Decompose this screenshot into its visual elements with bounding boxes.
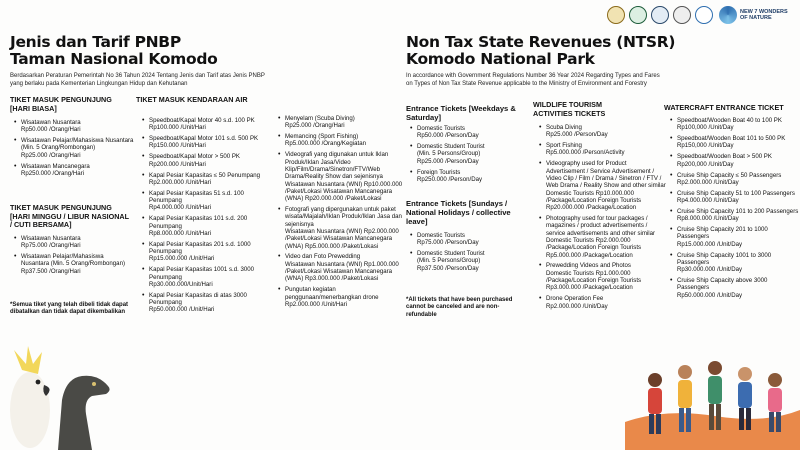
cockatoo-eye-icon <box>36 380 41 385</box>
list-item: • Speedboat/Wooden Boat > 500 PK Rp200,000 /Unit/Day <box>677 153 800 168</box>
list-item: • Cruise Ship Capacity 201 to 1000 Passengers Rp15.000.000 /Unit/Day <box>677 226 800 248</box>
list-item: • Menyelam (Scuba Diving) Rp25.000 /Orang/Hari <box>285 115 403 130</box>
list-item: • Speedboat/Kapal Motor 40 s.d. 100 PK Rp100.000 /Unit/Hari <box>149 117 277 132</box>
list-item: • Video dan Foto Prewedding Wisatawan Nusantara (WNI) Rp1.000.000 /Paket/Lokasi Wisatawan Mancanegara (WNA) Rp3.000.000 /Paket/Lokasi <box>285 253 403 282</box>
id-activities-list <box>276 115 403 312</box>
list-item: • Domestic Tourists Rp75.000 /Person/Day <box>417 232 529 247</box>
id-page-title <box>10 34 390 68</box>
en-activities-heading: WILDLIFE TOURISM ACTIVITIES TICKETS <box>533 100 606 118</box>
list-item: • Wisatawan Nusantara Rp50.000 /Orang/Hari <box>21 119 136 134</box>
list-item: • Wisatawan Nusantara Rp75.000 /Orang/Hari <box>21 235 131 250</box>
list-item: • Pungutan kegiatan penggunaan/menerbangkan drone Rp2.000.000 /Unit/Hari <box>285 286 403 308</box>
en-title-line2: Komodo National Park <box>406 50 595 68</box>
list-item: • Speedboat/Kapal Motor 101 s.d. 500 PK Rp150.000 /Unit/Hari <box>149 135 277 150</box>
wonders-text: NEW 7 WONDERS OF NATURE <box>740 9 788 21</box>
cockatoo-crest-icon <box>14 346 42 374</box>
list-item: • Domestic Student Tourist (Min. 5 Persons/Group) Rp25.000 /Person/Day <box>417 143 529 165</box>
list-item: • Videografi yang digunakan untuk Iklan Produk/Iklan Jasa/Video Klip/Film/Drama/Sinetron/FTV/Web Drama/Reality Show dan sejenisnya Wisatawan Nusantara (WNI) Rp10.000.000 /Paket/Lokasi Wisatawan Mancanegara (WNA) Rp20.000.000 /Paket/Lokasi <box>285 151 403 202</box>
wonders-swirl-icon <box>719 6 737 24</box>
list-item: • Speedboat/Kapal Motor > 500 PK Rp200.000 /Unit/Hari <box>149 153 277 168</box>
conservation-logo-icon <box>673 6 691 24</box>
id-weekday-list <box>12 119 136 181</box>
en-weekday-heading: Entrance Tickets [Weekdays & Saturday] <box>406 104 516 122</box>
list-item: • Kapal Pesiar Kapasitas 51 s.d. 100 Penumpang Rp4.000.000 /Unit/Hari <box>149 190 277 212</box>
logo-bar <box>607 6 792 24</box>
id-vehicle-list <box>140 117 277 317</box>
list-item: • Speedboat/Wooden Boat 101 to 500 PK Rp150,000 /Unit/Day <box>677 135 800 150</box>
cockatoo-body-icon <box>10 372 50 448</box>
tourists-illustration <box>625 350 800 450</box>
list-item: • Domestic Tourists Rp50.000 /Person/Day <box>417 125 529 140</box>
en-watercraft-list <box>668 117 800 303</box>
list-item: • Wisatawan Mancanegara Rp250.000 /Orang/Hari <box>21 163 136 178</box>
id-holiday-heading: TIKET MASUK PENGUNJUNG [HARI MINGGU / LIBUR NASIONAL / CUTI BERSAMA] <box>10 203 129 229</box>
list-item: • Wisatawan Pelajar/Mahasiswa Nusantara (Min. 5 Orang/Rombongan) Rp25.000 /Orang/Hari <box>21 137 136 159</box>
komodo-dragon-icon <box>58 376 110 450</box>
list-item: • Cruise Ship Capacity above 3000 Passengers Rp50.000.000 /Unit/Day <box>677 277 800 299</box>
cockatoo-komodo-illustration <box>0 330 125 450</box>
list-item: • Fotografi yang dipergunakan untuk paket wisata/Majalah/Iklan Produk/Iklan Jasa dan sejenisnya Wisatawan Nusantara (WNI) Rp2.000.000 /Paket/Lokasi Wisatawan Mancanegara (WNA) Rp5.000.000 /Paket/Lokasi <box>285 206 403 250</box>
forest-ministry-logo-icon <box>629 6 647 24</box>
list-item: • Foreign Tourists Rp250.000 /Person/Day <box>417 169 529 184</box>
list-item: • Videography used for Product Advertisement / Service Advertisement / Video Clip / Film / Drama / Sinetron / FTV / Web Drama / Reality Show and other similar Domestic Tourists Rp10.000.000 /Package/Location Foreign Tourists Rp20.000.000 /Package/Location <box>546 160 666 211</box>
list-item: • Memancing (Sport Fishing) Rp5.000.000 /Orang/Kegiatan <box>285 133 403 148</box>
en-holiday-list <box>408 232 529 276</box>
government-seal-icon <box>607 6 625 24</box>
en-watercraft-heading: WATERCRAFT ENTRANCE TICKET <box>664 103 784 112</box>
list-item: • Kapal Pesiar Kapasitas di atas 3000 Penumpang Rp50.000.000 /Unit/Hari <box>149 292 277 314</box>
list-item: • Prewedding Videos and Photos Domestic Tourists Rp1.000.000 /Package/Location Foreign Tourists Rp3.000.000 /Package/Location <box>546 262 666 291</box>
list-item: • Cruise Ship Capacity 1001 to 3000 Passengers Rp30.000.000 /Unit/Day <box>677 252 800 274</box>
en-title-line1: Non Tax State Revenues (NTSR) <box>406 33 676 51</box>
id-title-line1: Jenis dan Tarif PNBP <box>10 33 181 51</box>
en-intro: In accordance with Government Regulations Number 36 Year 2024 Regarding Types and Fares on Types of Non Tax State Revenue applicable to the Ministry of Environment and Forestry <box>406 73 660 87</box>
list-item: • Speedboat/Wooden Boat 40 to 100 PK Rp100,000 /Unit/Day <box>677 117 800 132</box>
id-vehicle-heading: TIKET MASUK KENDARAAN AIR <box>136 95 248 104</box>
en-activities-list <box>537 124 666 313</box>
partner-logo-icon <box>695 6 713 24</box>
list-item: • Sport Fishing Rp5.000.000 /Person/Activity <box>546 142 666 157</box>
list-item: • Cruise Ship Capacity ≤ 50 Passengers Rp2.000.000 /Unit/Day <box>677 172 800 187</box>
new7wonders-logo <box>719 6 792 24</box>
en-weekday-list <box>408 125 529 187</box>
komodo-eye-icon <box>92 382 96 386</box>
list-item: • Kapal Pesiar Kapasitas 101 s.d. 200 Penumpang Rp8.000.000 /Unit/Hari <box>149 215 277 237</box>
list-item: • Domestic Student Tourist (Min. 5 Persons/Group) Rp37.500 /Person/Day <box>417 250 529 272</box>
list-item: • Kapal Pesiar Kapasitas ≤ 50 Penumpang Rp2.000.000 /Unit/Hari <box>149 172 277 187</box>
id-title-line2: Taman Nasional Komodo <box>10 50 218 68</box>
list-item: • Cruise Ship Capacity 101 to 200 Passengers Rp8.000.000 /Unit/Day <box>677 208 800 223</box>
id-weekday-heading: TIKET MASUK PENGUNJUNG [HARI BIASA] <box>10 95 112 113</box>
list-item: • Wisatawan Pelajar/Mahasiswa Nusantara (Min. 5 Orang/Rombongan) Rp37.500 /Orang/Hari <box>21 253 131 275</box>
list-item: • Drone Operation Fee Rp2.000.000 /Unit/Day <box>546 295 666 310</box>
id-holiday-list <box>12 235 131 279</box>
id-intro: Berdasarkan Peraturan Pemerintah No 36 Tahun 2024 Tentang Jenis dan Tarif atas Jenis PNBP yang berlaku pada Kementerian Lingkungan Hidup dan Kehutanan <box>10 73 265 87</box>
list-item: • Cruise Ship Capacity 51 to 100 Passengers Rp4.000.000 /Unit/Day <box>677 190 800 205</box>
en-page-title <box>406 34 796 68</box>
list-item: • Photography used for tour packages / magazines / product advertisements / service advertisements and other similar Domestic Tourists Rp2.000.000 /Package/Location Foreign Tourists Rp5.000.000 /Package/Location <box>546 215 666 259</box>
list-item: • Kapal Pesiar Kapasitas 201 s.d. 1000 Penumpang Rp15.000.000 /Unit/Hari <box>149 241 277 263</box>
en-refund-note: *All tickets that have been purchased cannot be canceled and are non-refundable <box>406 297 513 318</box>
list-item: • Kapal Pesiar Kapasitas 1001 s.d. 3000 Penumpang Rp30.000.000/Unit/Hari <box>149 266 277 288</box>
list-item: • Scuba Diving Rp25.000 /Person/Day <box>546 124 666 139</box>
id-refund-note: *Semua tiket yang telah dibeli tidak dapat dibatalkan dan tidak dapat dikembalikan <box>10 302 129 316</box>
en-holiday-heading: Entrance Tickets [Sundays / National Holidays / collective leave] <box>406 199 511 226</box>
komodo-park-logo-icon <box>651 6 669 24</box>
